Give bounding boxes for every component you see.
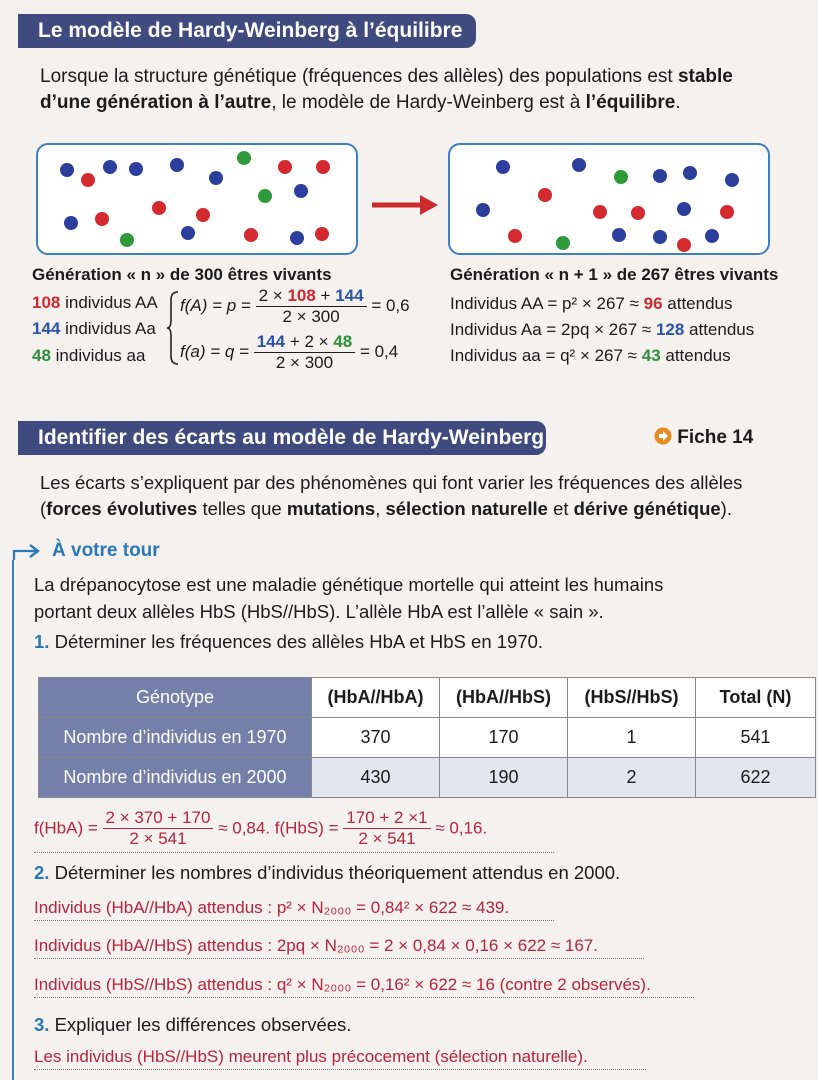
allele-dot	[538, 188, 552, 202]
allele-dot	[476, 203, 490, 217]
formula-fA	[180, 286, 410, 327]
table-row	[39, 718, 816, 758]
table-row	[39, 758, 816, 798]
table-header-cell: Génotype	[39, 678, 312, 718]
generation-n-caption: Génération « n » de 300 êtres vivants	[32, 265, 332, 284]
fraction-numerator: 2 × 370 + 170	[103, 808, 214, 829]
question-3	[34, 1010, 351, 1039]
generation-n1-box	[448, 143, 770, 255]
allele-dot	[677, 202, 691, 216]
allele-dot	[653, 169, 667, 183]
table-row-header: Nombre d’individus en 1970	[39, 718, 312, 758]
formula-fa-numerator	[254, 332, 356, 353]
allele-dot	[631, 206, 645, 220]
fraction-numerator: 170 + 2 ×1	[343, 808, 430, 829]
table-cell: 190	[440, 758, 568, 798]
intro-text-2: , le modèle de Hardy-Weinberg est à	[271, 92, 586, 113]
allele-dot	[705, 229, 719, 243]
expected-aa	[450, 341, 731, 370]
formula-fA-lhs: f(A) = p =	[180, 295, 251, 315]
table-row-header: Nombre d’individus en 2000	[39, 758, 312, 798]
table-cell: 622	[696, 758, 816, 798]
allele-dot	[120, 233, 134, 247]
expected-aa-value: 43	[641, 346, 661, 365]
allele-dot	[129, 162, 143, 176]
count-AA-label: individus AA	[60, 293, 158, 312]
expected-Aa-formula: Individus Aa = 2pq × 267 ≈	[450, 320, 656, 339]
allele-dot	[593, 205, 607, 219]
section1-title: Le modèle de Hardy-Weinberg à l’équilibre	[18, 14, 476, 48]
answer-1-fraction-b	[343, 808, 430, 849]
allele-dot	[720, 205, 734, 219]
formula-part: 48	[333, 332, 353, 351]
formula-part: 108	[287, 286, 316, 305]
section2-text-line1: Les écarts s’expliquent par des phénomènes qui font varier les fréquences des allèles	[40, 472, 743, 493]
count-AA	[32, 288, 158, 317]
allele-dot	[316, 160, 330, 174]
count-Aa-label: individus Aa	[60, 319, 156, 338]
question-number: 1.	[34, 631, 50, 652]
formula-fA-result: = 0,6	[371, 295, 410, 315]
fiche-link[interactable]	[654, 427, 753, 449]
table-cell: 2	[568, 758, 696, 798]
section2-text-line2	[40, 494, 732, 523]
text-part: et	[547, 498, 574, 519]
formula-fa	[180, 332, 398, 373]
section1-intro-line1	[40, 62, 733, 91]
count-AA-value: 108	[32, 293, 61, 312]
expected-AA-formula: Individus AA = p² × 267 ≈	[450, 294, 644, 313]
expected-AA	[450, 289, 733, 318]
allele-dot	[653, 230, 667, 244]
table-cell: 541	[696, 718, 816, 758]
answer-1-part: ≈ 0,16.	[435, 818, 488, 838]
allele-dot	[64, 216, 78, 230]
allele-dot	[244, 228, 258, 242]
count-aa-value: 48	[32, 346, 51, 365]
expected-AA-value: 96	[643, 294, 663, 313]
allele-dot	[152, 201, 166, 215]
expected-suffix: attendus	[684, 320, 755, 339]
allele-dot	[294, 184, 308, 198]
allele-dot	[612, 228, 626, 242]
table-header-cell: (HbA//HbS)	[440, 678, 568, 718]
allele-dot	[290, 231, 304, 245]
allele-dot	[556, 236, 570, 250]
question-text: Déterminer les fréquences des allèles HbA et HbS en 1970.	[49, 631, 544, 652]
question-text: Déterminer les nombres d’individus théoriquement attendus en 2000.	[49, 862, 621, 883]
answer-2-line3: Individus (HbS//HbS) attendus : q² × N₂₀₀₀ = 0,16² × 622 ≈ 16 (contre 2 observés).	[34, 973, 694, 998]
expected-suffix: attendus	[662, 294, 733, 313]
arrow-circle-icon	[654, 427, 672, 445]
allele-dot	[725, 173, 739, 187]
allele-dot	[614, 170, 628, 184]
allele-dot	[81, 173, 95, 187]
exercise-margin-line	[12, 560, 14, 1080]
formula-fA-fraction	[256, 286, 367, 327]
count-aa	[32, 341, 145, 370]
allele-dot	[95, 212, 109, 226]
intro-bold-equilibre: l’équilibre	[585, 92, 676, 113]
intro-text: Lorsque la structure génétique (fréquences des allèles) des populations est	[40, 66, 678, 87]
section2-title: Identifier des écarts au modèle de Hardy-Weinberg	[18, 421, 546, 455]
table-header-cell: (HbA//HbA)	[312, 678, 440, 718]
bold-derive: dérive génétique	[573, 498, 721, 519]
text-part: ,	[375, 498, 386, 519]
table-cell: 170	[440, 718, 568, 758]
formula-part: 144	[335, 286, 364, 305]
question-number: 2.	[34, 862, 50, 883]
right-arrow-icon	[370, 193, 440, 217]
allele-dot	[677, 238, 691, 252]
expected-suffix: attendus	[660, 346, 731, 365]
answer-1	[34, 808, 554, 853]
question-1	[34, 627, 543, 656]
count-Aa	[32, 314, 156, 343]
formula-fa-fraction	[254, 332, 356, 373]
allele-dot	[683, 166, 697, 180]
formula-fa-denominator: 2 × 300	[275, 353, 334, 372]
formula-fa-result: = 0,4	[359, 341, 399, 361]
bold-mutations: mutations	[286, 498, 376, 519]
text-part: telles que	[197, 498, 287, 519]
exercise-intro-line1: La drépanocytose est une maladie génétique mortelle qui atteint les humains	[34, 574, 664, 595]
bold-forces: forces évolutives	[46, 498, 198, 519]
table-header-cell: (HbS//HbS)	[568, 678, 696, 718]
formula-part: 144	[256, 332, 286, 351]
formula-part: 2 ×	[258, 286, 288, 305]
question-2	[34, 858, 620, 887]
brace-icon	[166, 290, 180, 366]
intro-bold-generation: d’une génération à l’autre	[40, 92, 272, 113]
fraction-denominator: 2 × 541	[358, 829, 416, 848]
allele-dot	[60, 163, 74, 177]
exercise-heading: À votre tour	[52, 540, 160, 561]
text-part: (	[40, 498, 47, 519]
generation-n1-caption: Génération « n + 1 » de 267 êtres vivants	[450, 265, 779, 284]
answer-1-part: f(HbA) =	[34, 818, 98, 838]
allele-dot	[508, 229, 522, 243]
answer-3: Les individus (HbS//HbS) meurent plus précocement (sélection naturelle).	[34, 1045, 646, 1070]
formula-fA-denominator: 2 × 300	[282, 307, 340, 326]
table-cell: 430	[312, 758, 440, 798]
intro-period: .	[675, 92, 681, 113]
fraction-denominator: 2 × 541	[129, 829, 187, 848]
formula-part: +	[315, 286, 336, 305]
question-text: Expliquer les différences observées.	[49, 1014, 352, 1035]
table-cell: 370	[312, 718, 440, 758]
answer-1-fraction-a	[103, 808, 214, 849]
answer-2-line2: Individus (HbA//HbS) attendus : 2pq × N₂₀₀₀ = 2 × 0,84 × 0,16 × 622 ≈ 167.	[34, 934, 644, 959]
table-cell: 1	[568, 718, 696, 758]
exercise-intro-line2: portant deux allèles HbS (HbS//HbS). L’allèle HbA est l’allèle « sain ».	[34, 601, 604, 622]
text-part: ).	[720, 498, 732, 519]
allele-dot	[103, 160, 117, 174]
count-Aa-value: 144	[32, 319, 61, 338]
question-number: 3.	[34, 1014, 50, 1035]
answer-1-part: ≈ 0,84. f(HbS) =	[218, 818, 339, 838]
allele-dot	[209, 171, 223, 185]
generation-n-box	[36, 143, 358, 255]
answer-2-line1: Individus (HbA//HbA) attendus : p² × N₂₀₀₀ = 0,84² × 622 ≈ 439.	[34, 896, 554, 921]
allele-dot	[196, 208, 210, 222]
count-aa-label: individus aa	[50, 346, 146, 365]
genotype-table	[38, 677, 816, 798]
arrow-icon	[10, 540, 46, 562]
allele-dot	[181, 226, 195, 240]
allele-dot	[278, 160, 292, 174]
allele-dot	[572, 158, 586, 172]
allele-dot	[170, 158, 184, 172]
section1-intro-line2	[40, 88, 681, 117]
formula-fA-numerator	[256, 286, 367, 307]
expected-Aa-value: 128	[655, 320, 685, 339]
formula-part: + 2 ×	[285, 332, 334, 351]
table-header-cell: Total (N)	[696, 678, 816, 718]
formula-fa-lhs: f(a) = q =	[180, 341, 249, 361]
table-header-row	[39, 678, 816, 718]
fiche-label: Fiche 14	[677, 427, 754, 448]
expected-aa-formula: Individus aa = q² × 267 ≈	[450, 346, 642, 365]
allele-dot	[496, 160, 510, 174]
expected-Aa	[450, 315, 754, 344]
allele-dot	[258, 189, 272, 203]
bold-selection: sélection naturelle	[385, 498, 548, 519]
allele-dot	[237, 151, 251, 165]
allele-dot	[315, 227, 329, 241]
intro-bold-stable: stable	[677, 66, 733, 87]
